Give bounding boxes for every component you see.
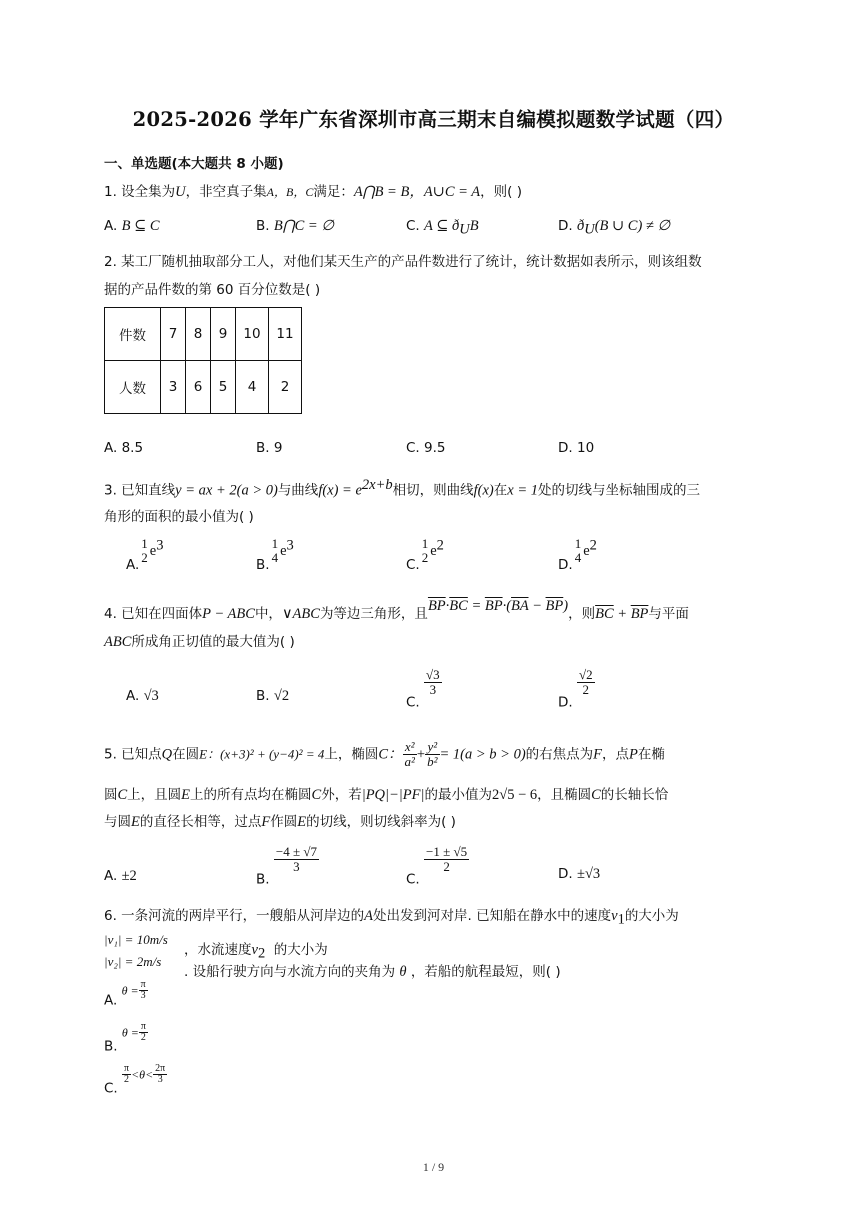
- question-2-line-2: 据的产品件数的第 60 百分位数是( ): [104, 282, 321, 298]
- q4-text: ，则: [568, 606, 596, 622]
- q5-text: 在圆: [172, 746, 200, 763]
- option-sup: 2: [436, 537, 444, 554]
- q1-math-sets: A，B，C: [266, 185, 314, 199]
- option-label: C.: [406, 694, 420, 711]
- option-math: B ⊆ C: [121, 218, 160, 234]
- q6-text: ，若船的航程最短，则( ): [410, 964, 561, 980]
- question-4-line-1: 4. 已知在四面体P − ABC中，∨ABC为等边三角形，且$\overline{BP}\cdot\overline{BC} = \overline{BP}\cdot(\overline{BA} - \overline{BP})$，则$\overline{BC} + \overline{BP}$与平面: [104, 598, 689, 622]
- table-row: [105, 308, 302, 361]
- option-math: e: [149, 543, 157, 559]
- q1-option-d: [558, 218, 670, 239]
- option-fraction: [139, 537, 150, 565]
- option-label: A.: [126, 688, 140, 704]
- fraction-num: 2π: [155, 1063, 166, 1074]
- q6-math-sub: 2: [257, 945, 266, 962]
- fraction-num: π: [124, 1063, 130, 1074]
- q6-math: |v₂| = 2m/s: [104, 954, 162, 969]
- q6-text: . 设船行驶方向与水流方向的夹角为: [184, 964, 396, 980]
- option-math: (B ∪ C) ≠ ∅: [594, 218, 671, 234]
- q5-text: ，且椭圆: [537, 787, 592, 803]
- q3-option-c: [406, 537, 444, 573]
- option-label: D.: [558, 557, 573, 573]
- q5-math: E: [181, 787, 191, 803]
- q6-option-b: [104, 1022, 148, 1055]
- table-cell: 9: [211, 308, 236, 361]
- table-cell: 11: [269, 308, 302, 361]
- q6-text: 处出发到河对岸. 已知船在静水中的速度: [373, 908, 612, 924]
- table-cell: 4: [236, 361, 269, 414]
- q3-option-b: [256, 537, 294, 573]
- option-math: √3: [143, 688, 159, 704]
- q5-math: C: [591, 787, 601, 803]
- fraction-num: x²: [403, 740, 417, 755]
- q5-text: 5. 已知点: [104, 746, 162, 763]
- q1-text: 满足：: [313, 184, 354, 200]
- q3-text: 处的切线与坐标轴围成的三: [538, 482, 700, 499]
- q5-text: 作圆: [270, 814, 298, 830]
- q2-option-a: [104, 440, 143, 456]
- option-fraction: [274, 845, 319, 874]
- fraction-num: √3: [426, 667, 440, 682]
- option-text: 9: [273, 440, 283, 456]
- fraction-den: 2: [582, 682, 590, 697]
- q4-option-d: [558, 668, 595, 711]
- option-math: <θ<: [131, 1067, 154, 1082]
- fraction-den: 4: [574, 550, 582, 565]
- q5-math: Q: [161, 746, 173, 763]
- q4-math-tet: P − ABC: [202, 606, 255, 622]
- option-math: ±√3: [576, 866, 601, 882]
- option-text: 10: [576, 440, 595, 456]
- q4-option-b: [256, 688, 289, 705]
- option-label: B.: [256, 688, 270, 704]
- q5-option-d: [558, 866, 600, 883]
- q4-option-c: [406, 668, 442, 711]
- fraction-num: y²: [425, 740, 439, 755]
- q3-text: 相切，则曲线: [392, 482, 474, 499]
- q5-text: 的直径长相等，过点: [139, 814, 262, 830]
- q5-math: = 1(a > b > 0): [439, 746, 526, 763]
- q5-option-b: [256, 845, 319, 888]
- option-sup: 3: [156, 537, 164, 554]
- q6-math: θ: [399, 964, 407, 980]
- q5-text: 的长轴长恰: [600, 787, 669, 803]
- option-sub: U: [459, 221, 470, 238]
- page-title: 2025-2026 学年广东省深圳市高三期末自编模拟题数学试题（四）: [132, 108, 735, 131]
- q5-text: 上，且圆: [127, 787, 182, 803]
- option-sup: 3: [286, 537, 294, 554]
- option-math: √2: [273, 688, 290, 704]
- q5-math-circle: E：(x+3)² + (y−4)² = 4: [199, 746, 325, 762]
- fraction-den: b²: [427, 754, 438, 769]
- q5-option-c: [406, 845, 469, 888]
- q3-text: 与曲线: [277, 482, 319, 499]
- q5-text: 圆: [104, 787, 118, 803]
- question-2-line-1: 2. 某工厂随机抽取部分工人，对他们某天生产的产品件数进行了统计，统计数据如表所示，则该组数: [104, 254, 702, 270]
- q4-math-plane: ABC: [104, 634, 132, 650]
- question-1-stem: [104, 180, 522, 201]
- q2-option-c: [406, 440, 446, 456]
- fraction-den: 3: [140, 990, 146, 1001]
- option-fraction: [573, 537, 584, 565]
- fraction-num: 1: [421, 536, 429, 551]
- option-fraction: [577, 668, 595, 697]
- q4-text: 中，: [254, 606, 282, 622]
- option-label: C.: [104, 1080, 118, 1097]
- page-number: 1 / 9: [422, 1160, 445, 1174]
- fraction-den: 3: [157, 1074, 163, 1085]
- table-cell: 7: [161, 308, 186, 361]
- q6-eq-v2: [104, 954, 161, 970]
- option-label: C.: [406, 871, 420, 888]
- option-math: e: [280, 543, 287, 559]
- q5-math: C: [117, 787, 128, 803]
- q6-option-a: [104, 980, 148, 1009]
- q2-data-table: [104, 307, 302, 414]
- option-fraction: [424, 668, 442, 697]
- q5-math: E: [131, 814, 140, 830]
- q6-math: A: [364, 908, 374, 924]
- q5-text: 的右焦点为: [525, 746, 594, 763]
- option-math: ±2: [121, 868, 137, 884]
- q5-math: F: [593, 746, 603, 763]
- option-label: A.: [104, 992, 118, 1009]
- q2-option-d: [558, 440, 594, 456]
- q1-option-c: [406, 218, 479, 239]
- q5-math: E: [297, 814, 307, 830]
- fraction-num: −4 ± √7: [275, 844, 317, 859]
- option-math: e: [583, 543, 590, 559]
- question-6-line-2: [184, 938, 328, 963]
- option-label: B.: [256, 218, 270, 234]
- fraction-den: 2: [124, 1074, 130, 1085]
- option-label: B.: [256, 440, 270, 456]
- q6-text: ，水流速度: [184, 942, 252, 958]
- option-sub: U: [584, 221, 595, 238]
- q1-text: ，则( ): [480, 184, 522, 200]
- question-5-line-3: [104, 810, 456, 831]
- q5-text: 外，若: [321, 787, 362, 803]
- option-math: B⋂C = ∅: [273, 218, 334, 234]
- fraction-den: 4: [271, 550, 279, 565]
- q1-option-a: [104, 218, 160, 235]
- q6-option-c: [104, 1064, 167, 1097]
- option-fraction: [424, 845, 469, 874]
- table-cell: 3: [161, 361, 186, 414]
- q3-option-d: [558, 537, 597, 573]
- option-label: A.: [104, 868, 118, 884]
- fraction-den: 2: [140, 1032, 146, 1043]
- q6-eq-v1: [104, 932, 168, 948]
- q4-text: 4. 已知在四面体: [104, 606, 203, 622]
- question-6-line-1: [104, 904, 679, 929]
- q5-fraction-x: [403, 740, 417, 769]
- fraction-den: 3: [293, 859, 300, 874]
- q2-option-b: [256, 440, 282, 456]
- option-label: B.: [256, 557, 270, 573]
- q4-vector: $\overline{BP}$: [630, 606, 649, 622]
- q1-text: 1. 设全集为: [104, 184, 176, 200]
- q3-math-line: y = ax + 2(a > 0): [175, 482, 278, 499]
- q5-math: C：: [378, 746, 403, 763]
- option-math: θ =: [121, 1025, 139, 1040]
- question-6-line-3: [184, 960, 561, 981]
- fraction-den: 3: [429, 682, 437, 697]
- option-text: 9.5: [424, 440, 446, 456]
- q3-math-curve: f(x) = e: [318, 482, 362, 499]
- question-4-line-2: [104, 630, 295, 651]
- option-label: B.: [256, 871, 270, 888]
- option-math: B: [469, 218, 479, 234]
- q5-text: ，点: [602, 746, 630, 763]
- table-cell: 8: [186, 308, 211, 361]
- q5-text: 的最小值为: [424, 787, 492, 803]
- q3-option-a: [126, 537, 163, 573]
- option-label: B.: [104, 1038, 118, 1055]
- option-label: D.: [558, 694, 573, 711]
- option-fraction: [139, 1022, 148, 1043]
- fraction-num: −1 ± √5: [426, 844, 468, 859]
- q5-option-a: [104, 868, 137, 885]
- option-label: C.: [406, 440, 420, 456]
- option-text: 8.5: [121, 440, 144, 456]
- q5-text: 在椭: [637, 746, 665, 763]
- option-math: A ⊆ ð: [424, 218, 460, 234]
- table-cell: 人数: [105, 361, 161, 414]
- fraction-num: 1: [271, 536, 279, 551]
- q5-text: 上的所有点均在椭圆: [190, 787, 312, 803]
- table-cell: 10: [236, 308, 269, 361]
- option-label: A.: [104, 218, 118, 234]
- fraction-num: π: [140, 1021, 146, 1032]
- q4-text: 所成角正切值的最大值为( ): [131, 634, 295, 650]
- q5-text: 与圆: [104, 814, 131, 830]
- option-fraction: [420, 537, 431, 565]
- option-math: e: [430, 543, 437, 559]
- option-math: θ =: [121, 983, 139, 998]
- q1-text: ，非空真子集: [185, 184, 267, 200]
- option-fraction: [122, 1064, 131, 1085]
- q4-vector: $\overline{BP}$: [427, 598, 446, 614]
- q4-vector: $\overline{BP}$: [545, 598, 564, 614]
- table-cell: 件数: [105, 308, 161, 361]
- fraction-num: 1: [574, 536, 582, 551]
- fraction-den: 2: [421, 550, 429, 565]
- question-5-line-2: [104, 783, 668, 804]
- table-cell: 5: [211, 361, 236, 414]
- fraction-num: 1: [141, 536, 148, 551]
- q4-vector: $\overline{BA}$: [511, 598, 529, 614]
- q5-math: P: [629, 746, 638, 763]
- q5-math: F: [261, 814, 271, 830]
- q3-text: 3. 已知直线: [104, 482, 176, 499]
- q5-fraction-y: [425, 740, 439, 769]
- q5-math: |PQ|−|PF|: [361, 787, 425, 803]
- q6-text: 的大小为: [273, 942, 328, 958]
- option-label: D.: [558, 440, 573, 456]
- question-3-line-2: 角形的面积的最小值为( ): [104, 509, 254, 525]
- option-label: D.: [558, 866, 573, 882]
- q4-vector: $\overline{BC}$: [449, 598, 468, 614]
- q6-text: 的大小为: [624, 908, 679, 924]
- q6-text: 6. 一条河流的两岸平行，一艘船从河岸边的: [104, 908, 365, 924]
- q3-math-exp: 2x+b: [361, 477, 393, 493]
- q4-vector: $\overline{BC}$: [595, 606, 614, 622]
- q5-text: 的切线，则切线斜率为( ): [306, 814, 456, 830]
- fraction-den: a²: [404, 754, 415, 769]
- q5-text: 上，椭圆: [324, 746, 379, 763]
- q3-math-x1: x = 1: [507, 482, 538, 499]
- option-label: C.: [406, 557, 420, 573]
- q3-text: 在: [493, 482, 508, 499]
- q1-option-b: [256, 218, 334, 235]
- option-fraction: [153, 1064, 167, 1085]
- q4-text: 与平面: [648, 606, 689, 622]
- fraction-den: 2: [141, 550, 148, 565]
- q6-math: v: [251, 942, 258, 958]
- q6-math-sub: 1: [617, 911, 625, 928]
- table-row: [105, 361, 302, 414]
- fraction-num: √2: [578, 667, 593, 682]
- table-cell: 2: [269, 361, 302, 414]
- option-label: D.: [558, 218, 573, 234]
- table-cell: 6: [186, 361, 211, 414]
- q4-math-tri: ∨ABC: [281, 606, 320, 622]
- q5-math: C: [311, 787, 322, 803]
- fraction-den: 2: [443, 859, 450, 874]
- option-label: A.: [104, 440, 118, 456]
- option-math: ð: [576, 218, 585, 234]
- option-label: C.: [406, 218, 420, 234]
- q3-math-fx: f(x): [473, 482, 494, 499]
- q1-math-cond: A⋂B = B，A∪C = A: [353, 184, 481, 200]
- option-sup: 2: [589, 537, 597, 554]
- q6-math: v: [611, 908, 618, 924]
- q5-math: 2√5 − 6: [491, 787, 538, 803]
- q4-text: 为等边三角形，且: [319, 606, 428, 622]
- question-5-line-1: 5. 已知点Q在圆E：(x+3)² + (y−4)² = 4上，椭圆C： $\frac{\text{x²}}{\text{a²}}$ + $\frac{\text{y²}}{\text{b²}}$ = 1(a > b > 0)的右焦点为F，点P在椭: [104, 739, 665, 769]
- question-3-line-1: [104, 477, 700, 500]
- q1-math-u: U: [175, 184, 186, 200]
- section-heading: 一、单选题(本大题共 8 小题): [104, 156, 284, 172]
- fraction-num: π: [140, 979, 146, 990]
- option-fraction: [139, 980, 148, 1001]
- q4-option-a: [126, 688, 159, 705]
- q4-vector: $\overline{BP}$: [484, 598, 503, 614]
- q6-math: |v₁| = 10m/s: [104, 932, 168, 947]
- option-label: A.: [126, 557, 140, 573]
- option-fraction: [270, 537, 281, 565]
